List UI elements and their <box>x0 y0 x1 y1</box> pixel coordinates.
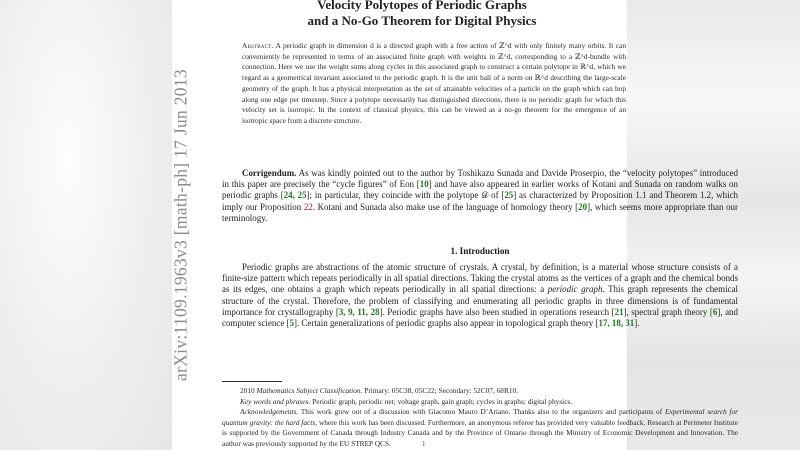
msc-text: Primary: 05C38, 05C22; Secondary: 52C07, 68R10. <box>364 386 519 395</box>
paper-title <box>172 0 672 29</box>
text-run: This work grew out of a discussion with Giacomo Mauro D’Ariano. Thanks also to the organizers and participants of <box>300 407 665 417</box>
msc-year: 2010 <box>240 386 255 395</box>
footnotes <box>222 386 738 450</box>
arxiv-identifier-stamp: arXiv:1109.1963v3 [math-ph] 17 Jun 2013 <box>170 69 191 381</box>
text-run: , where this work has been discussed. Furthermore, an anonymous referee has provided very valuable feedback. Research at Perimeter Institute is supported by the Government of Canada through Industry Canada and by the Province of Ontario through the Ministry of Economic Development and Innovation. The author was previously supported by the EU STREP QCS. <box>222 417 738 448</box>
abstract-label: Abstract. <box>242 41 274 50</box>
section-heading-introduction: 1. Introduction <box>450 246 510 256</box>
text-run: , <box>620 318 626 329</box>
msc-footnote <box>222 386 738 397</box>
viewer-background-left <box>0 0 172 450</box>
text-run: ], spectral graph theory [ <box>623 306 713 317</box>
text-run: ]. Periodic graphs have also been studied in operations research [ <box>379 306 615 317</box>
acknowledgements-label: Acknowledgements. <box>240 407 299 417</box>
citation-link[interactable]: 9 <box>348 306 353 317</box>
text-run: ]. Certain generalizations of periodic graphs also appear in topological graph theory [ <box>293 318 599 329</box>
text-run: ] and have also appeared in earlier works of Kotani and Sunada on random walks on periodic graphs [ <box>222 179 738 201</box>
citation-link[interactable]: 6 <box>712 306 718 317</box>
citation-link[interactable]: 31 <box>625 318 635 329</box>
page-number: 1 <box>422 440 426 448</box>
citation-link[interactable]: 18 <box>611 318 621 329</box>
keywords-label: Key words and phrases. <box>240 396 311 406</box>
citation-link[interactable]: 11 <box>357 306 366 317</box>
citation-link[interactable]: 28 <box>370 306 380 317</box>
citation-link[interactable]: 3 <box>338 306 344 317</box>
text-run: ], which seems more appropriate than our terminology. <box>222 201 738 223</box>
text-run: ] as characterized by Proposition 1.1 and Theorem 1.2, which imply our Proposition <box>222 190 739 212</box>
citation-link[interactable]: 24 <box>283 190 293 201</box>
text-run: , <box>352 306 358 317</box>
text-run: , <box>365 306 371 317</box>
text-run: ]. <box>634 318 640 329</box>
abstract-text: A periodic graph in dimension d is a directed graph with a free action of ℤ^d with only finitely many orbits. It can conveniently be represented in terms of an associated finite graph with weights in ℤ^d, corresponding to a ℤ^d-bundle with connection. Here we use the weight sums along cycles in this associated graph to construct a certain polytope in ℝ^d, which we regard as a geometrical invariant associated to the periodic graph. It is the unit ball of a norm on ℝ^d describing the large-scale geometry of the graph. It has a physical interpretation as the set of attainable velocities of a particle on the graph which can hop along one edge per timestep. Since a polytope necessarily has distinguished directions, there is no periodic graph for which this velocity set is isotropic. In the context of classical physics, this can be viewed as a no-go theorem for the emergence of an isotropic space from a discrete structure. <box>242 41 626 125</box>
citation-link[interactable]: 10 <box>419 179 429 190</box>
introduction-paragraph <box>222 262 738 329</box>
text-run: Periodic graphs are abstractions of the atomic structure of crystals. A crystal, by definition, is a material whose structure consists of a finite-size pattern which repeats periodically in all spatial directions. Taking the crystal atoms as the vertices of a graph and the chemical bonds as its edges, one obtains a graph which repeats periodically in all spatial directions: a <box>222 262 738 295</box>
citation-link[interactable]: 5 <box>289 318 294 329</box>
text-run: ], and computer science [ <box>222 306 738 329</box>
citation-link[interactable]: 21 <box>614 306 624 317</box>
citation-link[interactable]: 25 <box>504 190 514 201</box>
keywords-text: Periodic graph, periodic net; voltage graph, gain graph; cycles in graphs; digital physics. <box>312 396 573 406</box>
emphasis-term: periodic graph <box>547 284 603 295</box>
title-line-2: and a No-Go Theorem for Digital Physics <box>307 13 537 28</box>
text-run: , <box>607 318 612 329</box>
text-run: . This graph represents the chemical structure of the crystal. Therefore, the problem of classifying and enumerating all periodic graphs in three dimensions is of fundamental importance for crystallography [ <box>222 284 738 317</box>
text-run: . Kotani and Sunada also make use of the language of homology theory [ <box>312 201 579 212</box>
citation-link[interactable]: 17 <box>598 318 608 329</box>
msc-label: Mathematics Subject Classification. <box>256 386 363 395</box>
keywords-footnote <box>222 397 738 408</box>
footnote-rule <box>222 381 282 382</box>
acknowledgements-footnote <box>222 407 738 449</box>
text-run: ]; in particular, they coincide with the polytope 𝒟 of [ <box>306 190 505 201</box>
corrigendum-paragraph <box>222 168 738 224</box>
citation-link[interactable]: 25 <box>297 190 307 201</box>
workshop-title: Experimental search for quantum gravity: the hard facts <box>222 407 738 427</box>
corrigendum-label: Corrigendum. <box>242 168 297 178</box>
citation-link[interactable]: 20 <box>578 201 588 212</box>
title-line-1: Velocity Polytopes of Periodic Graphs <box>317 0 527 12</box>
abstract <box>242 41 626 127</box>
text-run: , <box>343 306 349 317</box>
text-run: As was kindly pointed out to the author by Toshikazu Sunada and Davide Proserpio, the “velocity polytopes” introduced in this paper are precisely the “cycle figures” of Eon [ <box>222 168 738 190</box>
proposition-link[interactable]: 22 <box>303 201 313 212</box>
text-run: , <box>292 190 298 201</box>
